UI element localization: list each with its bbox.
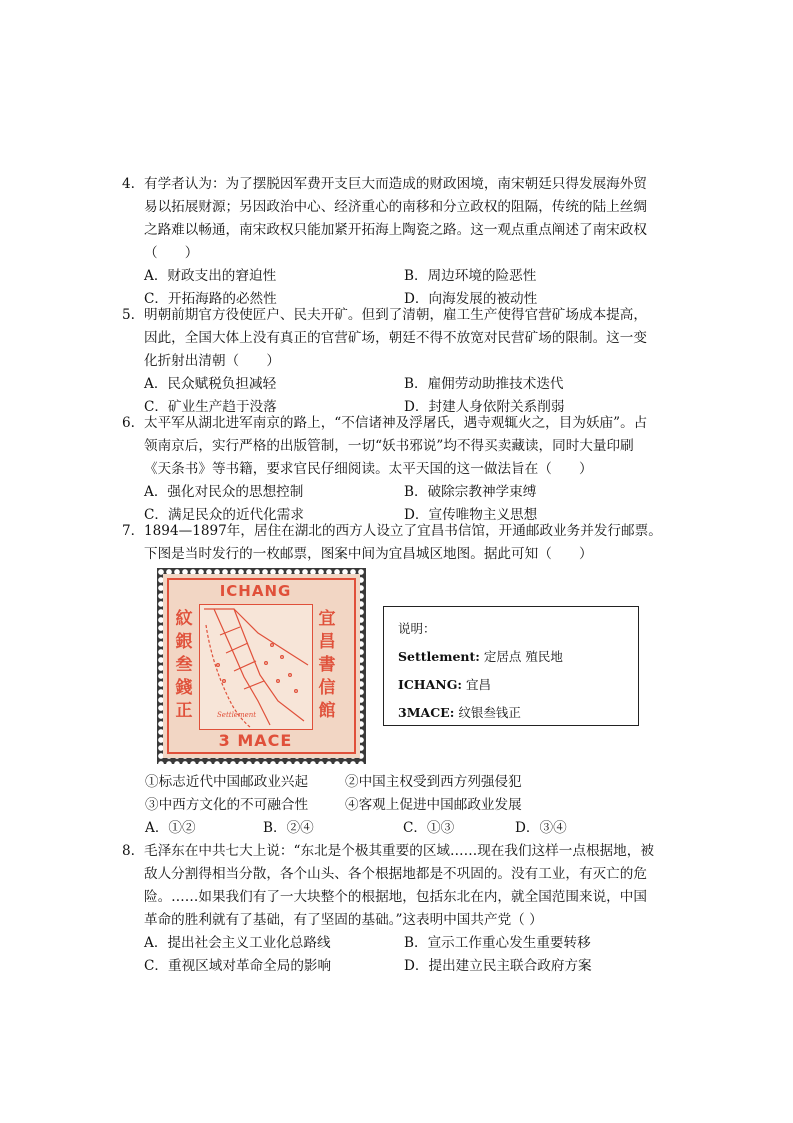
statement-4: ④客观上促进中国邮政业发展 (345, 797, 522, 813)
question-6 (122, 412, 682, 527)
question-text-line: 1894—1897年，居住在湖北的西方人设立了宜昌书信馆，开通邮政业务并发行邮票。 (144, 523, 662, 539)
option-a[interactable]: A．强化对民众的思想控制 (144, 484, 304, 500)
options-row (122, 955, 682, 978)
question-text-line: 化折射出清朝（ ） (144, 353, 280, 369)
stamp-map-label: Settlement (217, 711, 257, 719)
question-8 (122, 840, 682, 978)
option-d[interactable]: D．③④ (515, 820, 567, 836)
question-number: 7． (122, 523, 145, 539)
option-c[interactable]: C．矿业生产趋于没落 (144, 399, 277, 415)
option-d[interactable]: D．宣传唯物主义思想 (404, 507, 538, 523)
statement-row (145, 794, 522, 817)
option-c[interactable]: C．重视区域对革命全局的影响 (144, 958, 332, 974)
option-d[interactable]: D．提出建立民主联合政府方案 (404, 958, 592, 974)
stamp-bottom-text: 3 MACE (218, 731, 293, 750)
legend-entry: 3MACE: 纹银叁钱正 (398, 705, 521, 720)
option-d[interactable]: D．封建人身依附关系削弱 (404, 399, 565, 415)
question-text-line: 毛泽东在中共七大上说：“东北是个极其重要的区域……现在我们这样一点根据地，被 (144, 843, 654, 859)
question-text-line: 领南京后，实行严格的出版管制，一切“妖书邪说”均不得买卖藏读，同时大量印刷 (144, 438, 634, 454)
option-a[interactable]: A．财政支出的窘迫性 (144, 268, 277, 284)
option-c[interactable]: C．开拓海路的必然性 (144, 291, 277, 307)
question-5 (122, 304, 682, 419)
question-text-line: 下图是当时发行的一枚邮票，图案中间为宜昌城区地图。据此可知（ ） (144, 546, 593, 562)
question-text-line: 太平军从湖北进军南京的路上，“不信诸神及浮屠氏，遇寺观辄火之，目为妖庙”。占 (144, 415, 648, 431)
question-4 (122, 173, 682, 311)
option-d[interactable]: D．向海发展的被动性 (404, 291, 538, 307)
option-a[interactable]: A．民众赋税负担减轻 (144, 376, 277, 392)
stamp-left-vertical-text: 紋 銀 叁 錢 正 (175, 609, 193, 721)
question-text-line: 险。……如果我们有了一大块整个的根据地，包括东北在内，就全国范围来说，中国 (144, 889, 647, 905)
question-text-line: 因此，全国大体上没有真正的官营矿场，朝廷不得不放宽对民营矿场的限制。这一变 (144, 330, 647, 346)
legend-title: 说明： (398, 621, 436, 636)
question-text-line: 易以拓展财源；另因政治中心、经济重心的南移和分立政权的阻隔，传统的陆上丝绸 (144, 199, 647, 215)
option-c[interactable]: C．①③ (403, 820, 455, 836)
question-number: 6. (122, 415, 135, 431)
ichang-stamp-image (157, 568, 366, 764)
option-c[interactable]: C．满足民众的近代化需求 (144, 507, 304, 523)
option-b[interactable]: B．破除宗教神学束缚 (404, 484, 537, 500)
options-row (122, 265, 682, 288)
option-b[interactable]: B．②④ (263, 820, 314, 836)
stamp-top-text: ICHANG (219, 582, 292, 600)
statement-2: ②中国主权受到西方列强侵犯 (345, 774, 522, 790)
statement-row (145, 771, 522, 794)
stamp-right-vertical-text: 宜 昌 書 信 館 (318, 609, 336, 721)
question-number: 8. (122, 843, 135, 859)
option-b[interactable]: B．周边环境的险恶性 (404, 268, 537, 284)
question-text-line: 革命的胜利就有了基础，有了坚固的基础。”这表明中国共产党（ ） (144, 912, 543, 928)
options-row (122, 932, 682, 955)
options-row (145, 817, 645, 840)
statement-1: ①标志近代中国邮政业兴起 (145, 774, 309, 790)
question-number: 4. (122, 176, 135, 192)
option-b[interactable]: B．雇佣劳动助推技术迭代 (404, 376, 564, 392)
option-a[interactable]: A．①② (145, 820, 196, 836)
options-row (122, 373, 682, 396)
question-number: 5. (122, 307, 135, 323)
question-text-line: 《天条书》等书籍，要求官民仔细阅读。太平天国的这一做法旨在（ ） (144, 461, 593, 477)
question-text-line: 之路难以畅通，南宋政权只能加紧开拓海上陶瓷之路。这一观点重点阐述了南宋政权 (144, 222, 647, 238)
stamp-legend-box (383, 606, 639, 726)
question-text-line: 明朝前期官方役使匠户、民夫开矿。但到了清朝，雇工生产使得官营矿场成本提高， (144, 307, 647, 323)
question-text-line: 敌人分割得相当分散，各个山头、各个根据地都是不巩固的。没有工业，有灭亡的危 (144, 866, 647, 882)
legend-entry: Settlement: 定居点 殖民地 (398, 649, 563, 664)
legend-entry: ICHANG: 宜昌 (398, 677, 492, 692)
question-text-line: 有学者认为：为了摆脱因军费开支巨大而造成的财政困境，南宋朝廷只得发展海外贸 (144, 176, 647, 192)
option-a[interactable]: A．提出社会主义工业化总路线 (144, 935, 331, 951)
option-b[interactable]: B．宣示工作重心发生重要转移 (404, 935, 591, 951)
statement-3: ③中西方文化的不可融合性 (145, 797, 309, 813)
options-row (122, 481, 682, 504)
question-7 (122, 520, 682, 566)
question-text-line: （ ） (144, 245, 199, 261)
